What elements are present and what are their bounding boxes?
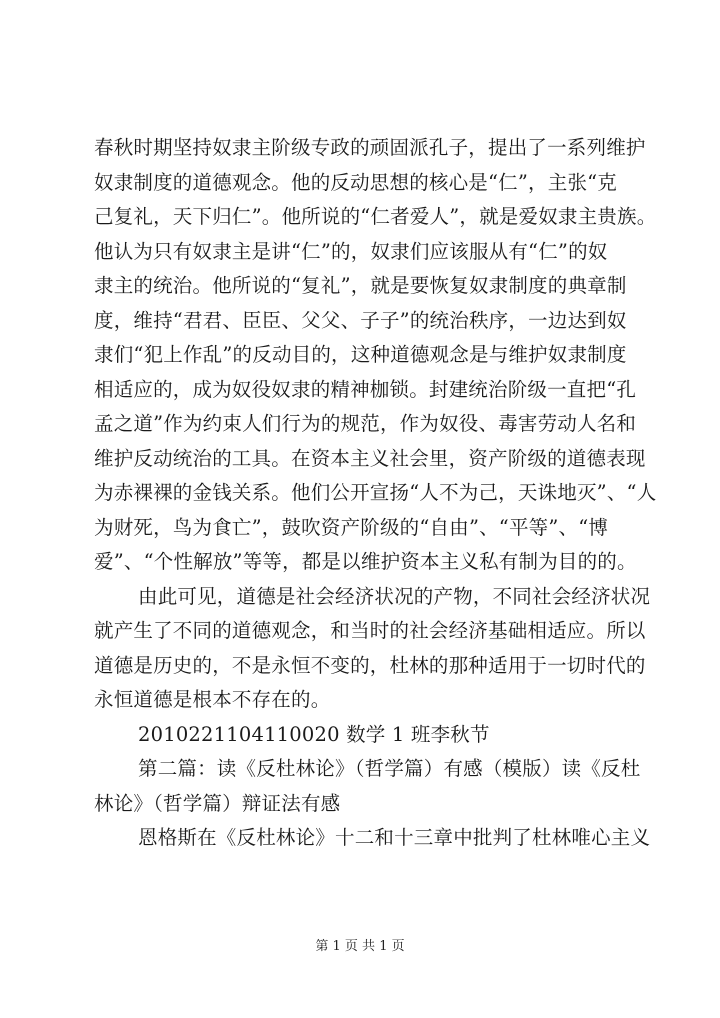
text-line: 春秋时期坚持奴隶主阶级专政的顽固派孔子，提出了一系列维护 <box>94 136 646 159</box>
text-line: 爱”、“个性解放”等等，都是以维护资本主义私有制为目的的。 <box>94 550 637 573</box>
page-footer: 第 1 页 共 1 页 <box>315 939 405 954</box>
text-line: 相适应的，成为奴役奴隶的精神枷锁。封建统治阶级一直把“孔 <box>94 377 637 401</box>
text-line: 维护反动统治的工具。在资本主义社会里，资产阶级的道德表现 <box>94 446 646 470</box>
text-line: 度，维持“君君、臣臣、父父、子子”的统治秩序，一边达到奴 <box>94 308 627 332</box>
text-line: 永恒道德是根本不存在的。 <box>94 688 331 711</box>
text-line: 己复礼，天下归仁”。他所说的“仁者爱人”，就是爱奴隶主贵族。 <box>94 205 657 228</box>
text-line: 隶主的统治。他所说的“复礼”，就是要恢复奴隶制度的典章制 <box>94 274 627 297</box>
text-line: 为赤裸裸的金钱关系。他们公开宣扬“人不为己，天诛地灭”、“人 <box>94 481 657 504</box>
text-line: 孟之道”作为约束人们行为的规范，作为奴役、毒害劳动人名和 <box>94 412 637 435</box>
text-line: 道德是历史的，不是永恒不变的，杜林的那种适用于一切时代的 <box>94 653 646 677</box>
author-signature-line: 2010221104110020 数学 1 班李秋节 <box>138 722 490 746</box>
paragraph-start-line: 恩格斯在《反杜林论》十二和十三章中批判了杜林唯心主义 <box>138 826 651 849</box>
text-line: 奴隶制度的道德观念。他的反动思想的核心是“仁”，主张“克 <box>94 170 618 194</box>
text-line: 就产生了不同的道德观念，和当时的社会经济基础相适应。所以 <box>94 619 646 642</box>
paragraph-start-line: 由此可见，道德是社会经济状况的产物，不同社会经济状况 <box>138 584 651 608</box>
section-heading-line: 林论》（哲学篇）辩证法有感 <box>94 791 341 815</box>
section-heading-line: 第二篇：读《反杜林论》（哲学篇）有感（模版）读《反杜 <box>138 757 641 780</box>
text-line: 隶们“犯上作乱”的反动目的，这种道德观念是与维护奴隶制度 <box>94 343 627 366</box>
text-line: 他认为只有奴隶主是讲“仁”的，奴隶们应该服从有“仁”的奴 <box>94 239 608 263</box>
text-line: 为财死，鸟为食亡”，鼓吹资产阶级的“自由”、“平等”、“博 <box>94 515 609 539</box>
document-body <box>94 131 657 856</box>
